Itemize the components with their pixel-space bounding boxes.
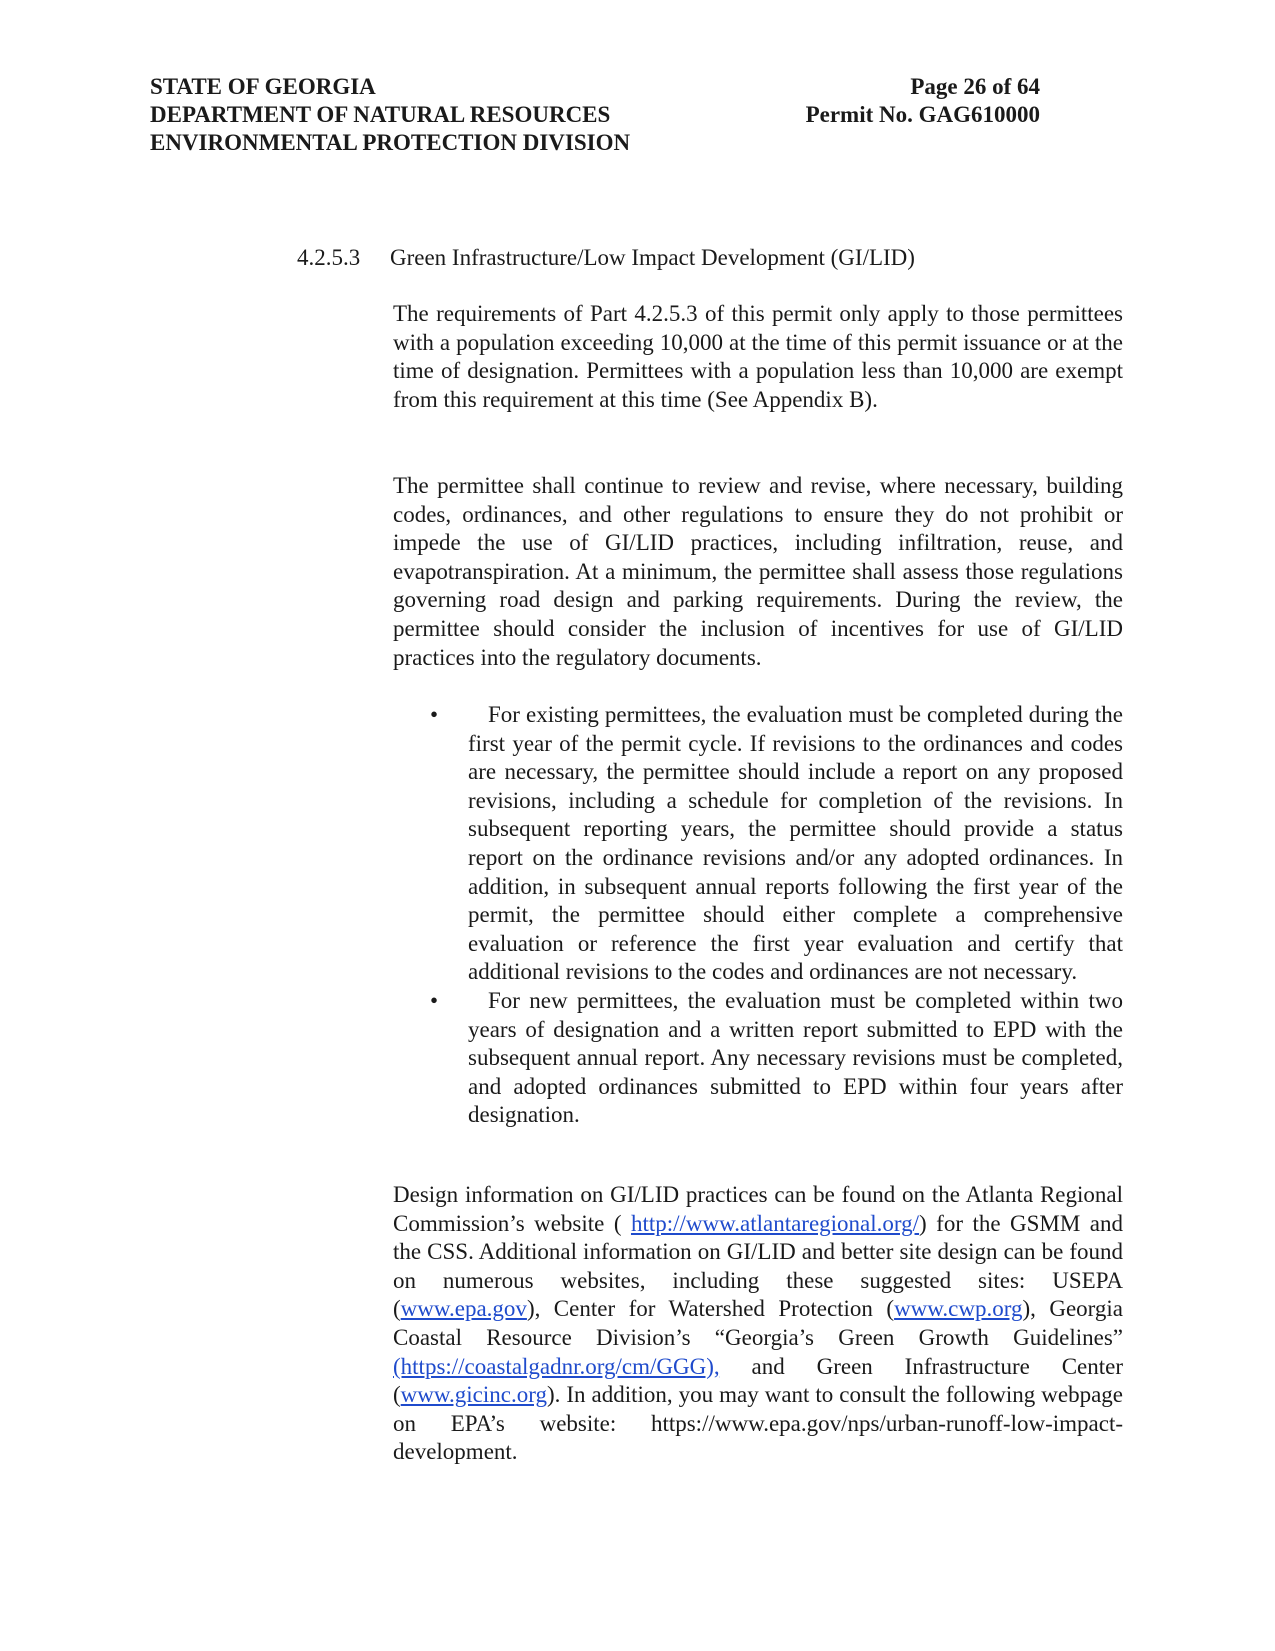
section-heading <box>297 244 1117 273</box>
paragraph-text: The requirements of Part 4.2.5.3 of this permit only apply to those permittees with a population exceeding 10,000 at the time of this permit issuance or at the time of designation. Permittees with a population less than 10,000 are exempt from this requirement at this time (See Appendix B). <box>393 301 1123 412</box>
paragraph-applicability <box>393 300 1123 414</box>
list-item-text: For new permittees, the evaluation must be completed within two years of designation and a written report submitted to EPD with the subsequent annual report. Any necessary revisions must be completed, and adopted ordinances submitted to EPD within four years after designation. <box>468 987 1123 1128</box>
section-number: 4.2.5.3 <box>297 245 361 270</box>
text-run: Design information on GI/LID practices can be found on the Atlanta Regional Commission’s website ( <box>393 1182 1123 1236</box>
page-number: Page 26 of 64 <box>910 74 1040 99</box>
link-atlanta-regional[interactable]: http://www.atlantaregional.org/ <box>630 1210 920 1236</box>
list-item <box>393 701 1123 987</box>
agency-block <box>150 73 750 157</box>
permit-number: Permit No. GAG610000 <box>805 102 1040 127</box>
bullet-icon: • <box>430 702 439 727</box>
link-green-growth-guidelines[interactable]: (https://coastalgadnr.org/cm/GGG), <box>393 1353 720 1379</box>
paragraph-review <box>393 472 1123 672</box>
agency-division: ENVIRONMENTAL PROTECTION DIVISION <box>150 130 631 155</box>
text-run: ). In addition, you may want to consult the following webpage on EPA’s website: https://www.epa.gov/nps/urban-runoff-low-impact-development. <box>393 1382 1123 1465</box>
text-run: and Green Infrastructure Center ( <box>393 1353 1123 1408</box>
agency-state: STATE OF GEORGIA <box>150 74 376 99</box>
permit-block <box>790 73 1040 129</box>
link-cwp[interactable]: www.cwp.org <box>894 1296 1023 1322</box>
bullet-list <box>393 701 1123 1130</box>
paragraph-text: The permittee shall continue to review and revise, where necessary, building codes, ordinances, and other regulations to ensure they do not prohibit or impede the use of GI/LID practices, including infiltration, reuse, and evapotranspiration. At a minimum, the permittee shall assess those regulations governing road design and parking requirements. During the review, the permittee should consider the inclusion of incentives for use of GI/LID practices into the regulatory documents. <box>393 473 1123 670</box>
text-run: ), Georgia Coastal Resource Division’s “Georgia’s Green Growth Guidelines” <box>393 1296 1123 1350</box>
text-run: ), Center for Watershed Protection ( <box>526 1296 895 1322</box>
list-item <box>393 987 1123 1130</box>
link-epa[interactable]: www.epa.gov <box>400 1296 527 1322</box>
text-run: ) for the GSMM and the CSS. Additional information on GI/LID and better site design can be found on numerous websites, including these suggested sites: USEPA ( <box>393 1210 1124 1322</box>
section-title: Green Infrastructure/Low Impact Development (GI/LID) <box>390 245 915 270</box>
bullet-icon: • <box>430 987 439 1013</box>
paragraph-text <box>393 1181 1123 1467</box>
list-item-text: For existing permittees, the evaluation must be completed during the first year of the permit cycle. If revisions to the ordinances and codes are necessary, the permittee should include a report on any proposed revisions, including a schedule for completion of the revisions. In subsequent reporting years, the permittee should provide a status report on the ordinance revisions and/or any adopted ordinances. In addition, in subsequent annual reports following the first year of the permit, the permittee should either complete a comprehensive evaluation or reference the first year evaluation and certify that additional revisions to the codes and ordinances are not necessary. <box>468 702 1123 985</box>
paragraph-design-info <box>393 1181 1123 1467</box>
agency-department: DEPARTMENT OF NATURAL RESOURCES <box>150 102 611 127</box>
link-gicinc[interactable]: www.gicinc.org <box>400 1382 547 1408</box>
